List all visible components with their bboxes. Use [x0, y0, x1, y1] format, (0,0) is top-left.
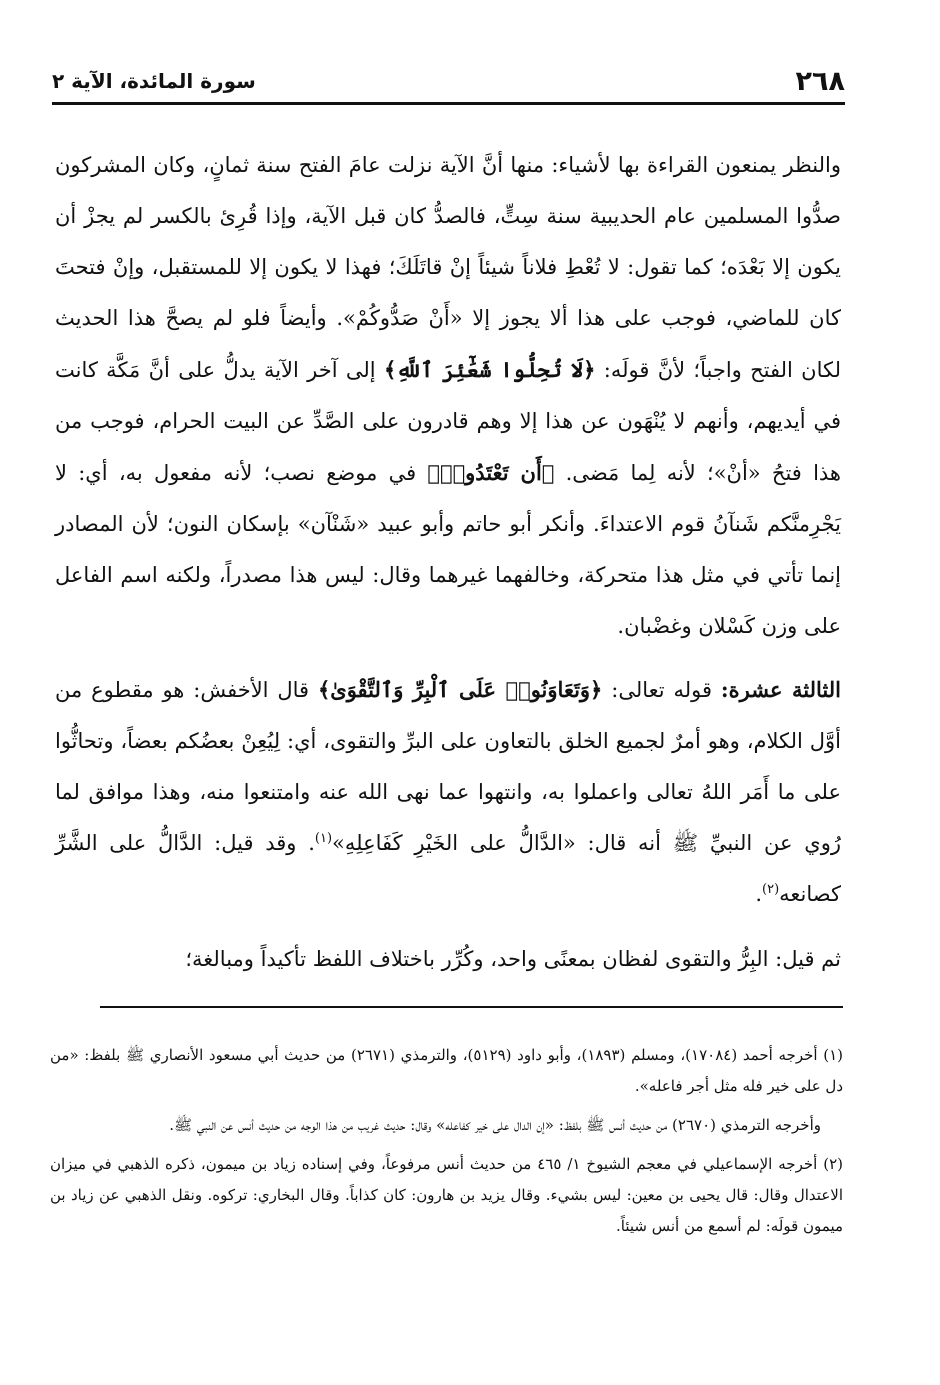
quran-quote: ﴿أَن تَعْتَدُوا۟﴾	[427, 460, 555, 485]
running-title: سورة المائدة، الآية ٢	[52, 69, 256, 93]
footnote-1-continued: وأخرجه الترمذي (٢٦٧٠) من حديث أنس ﷺ بلفظ: «إن الدال على خير كفاعله» وقال: حديث غريب من هذا الوجه من حديث أنس عن النبي ﷺ.	[169, 1116, 821, 1134]
page-header	[52, 66, 845, 100]
paragraph-text: إلى آخر الآية يدلُّ على أنَّ مَكَّة كانت في أيديهم، وأنهم لا يُنْهَون عن هذا إلا وهم قادرون على الصَّدِّ عن البيت الحرام، فوجب من هذا فتحُ «أنْ»؛ لأنه لِما مَضى.	[55, 358, 842, 485]
paragraph-text: في موضع نصب؛ لأنه مفعول به، أي: لا يَجْرِمنَّكم شَنآنُ قوم الاعتداءَ. وأنكر أبو حاتم وأبو عبيد «شَنْآن» بإسكان النون؛ لأن المصادر إنما تأتي في مثل هذا متحركة، وخالفهما غيرهما وقال: ليس هذا مصدراً، ولكنه اسم الفاعل على وزن كَسْلان وغضْبان.	[55, 461, 841, 638]
quran-quote: ﴿لَا تُحِلُّوا شَعَٰٓئِرَ ٱللَّهِ﴾	[383, 357, 596, 382]
paragraph-text: قال الأخفش: هو مقطوع من أوَّل الكلام، وهو أمرٌ لجميع الخلق بالتعاون على البرِّ والتقوى، أي: لِيُعِنْ بعضُكم بعضاً، وتحاثُّوا على ما أَمَر اللهُ تعالى واعملوا به، وانتهوا عما نهى الله عنه وامتنعوا منه، وهذا موافق لما رُوي عن النبيِّ ﷺ أنه قال: «الدَّالُّ على الخَيْرِ كَفَاعِلِهِ»	[55, 678, 841, 855]
section-heading: الثالثة عشرة:	[720, 677, 841, 702]
footnote-2: (٢) أخرجه الإسماعيلي في معجم الشيوخ ١/ ٤٦٥ من حديث أنس مرفوعاً، وفي إسناده زياد بن ميمون، ذكره الذهبي في ميزان الاعتدال وقال: قال يحيى بن معين: ليس بشيء. وقال يزيد بن هارون: كان كذاباً. وقال البخاري: تركوه. ونقل الذهبي عن زياد بن ميمون قولَه: لم أسمع من أنس شيئاً.	[50, 1155, 843, 1235]
footnote-rule	[100, 1006, 843, 1008]
footnote-ref[interactable]: (١)	[314, 831, 333, 846]
page-number: ٢٦٨	[795, 66, 845, 97]
paragraph-text: والنظر يمنعون القراءة بها لأشياء: منها أنَّ الآية نزلت عامَ الفتح سنة ثمانٍ، وكان المشركون صدُّوا المسلمين عام الحديبية سنة سِتٍّ، فالصدُّ كان قبل الآية، وإذا قُرِئ بالكسر لم يجزْ أن يكون إلا بَعْدَه؛ كما تقول: لا تُعْطِ فلاناً شيئاً إنْ قاتَلَكَ؛ فهذا لا يكون إلا للمستقبل، وإنْ فتحتَ كان للماضي، فوجب على هذا ألا يجوز إلا «أَنْ صَدُّوكُمْ». وأيضاً فلو لم يصحَّ هذا الحديث لكان الفتح واجباً؛ لأنَّ قولَه:	[55, 153, 842, 382]
footnote-ref[interactable]: (٢)	[762, 882, 780, 897]
paragraph-text: . وقد قيل: الدَّالُّ على الشَّرِّ كصانعه	[55, 831, 841, 906]
footnote-1: (١) أخرجه أحمد (١٧٠٨٤)، ومسلم (١٨٩٣)، وأبو داود (٥١٢٩)، والترمذي (٢٦٧١) من حديث أبي مسعود الأنصاري ﷺ بلفظ: «من دل على خير فله مثل أجر فاعله».	[50, 1046, 843, 1095]
quran-quote: ﴿وَتَعَاوَنُوا۟ عَلَى ٱلْبِرِّ وَٱلتَّقْوَىٰ﴾	[317, 677, 603, 702]
paragraph	[55, 664, 841, 920]
header-rule	[52, 102, 845, 105]
paragraph-text: قوله تعالى:	[602, 678, 721, 702]
paragraph	[55, 934, 841, 985]
paragraph	[55, 140, 841, 652]
paragraph-text: .	[755, 882, 763, 906]
footnotes	[50, 1040, 843, 1242]
paragraph-text: ثم قيل: البِرُّ والتقوى لفظان بمعنًى واحد، وكُرِّر باختلاف اللفظ تأكيداً ومبالغة؛	[185, 947, 841, 971]
main-text	[55, 140, 841, 985]
